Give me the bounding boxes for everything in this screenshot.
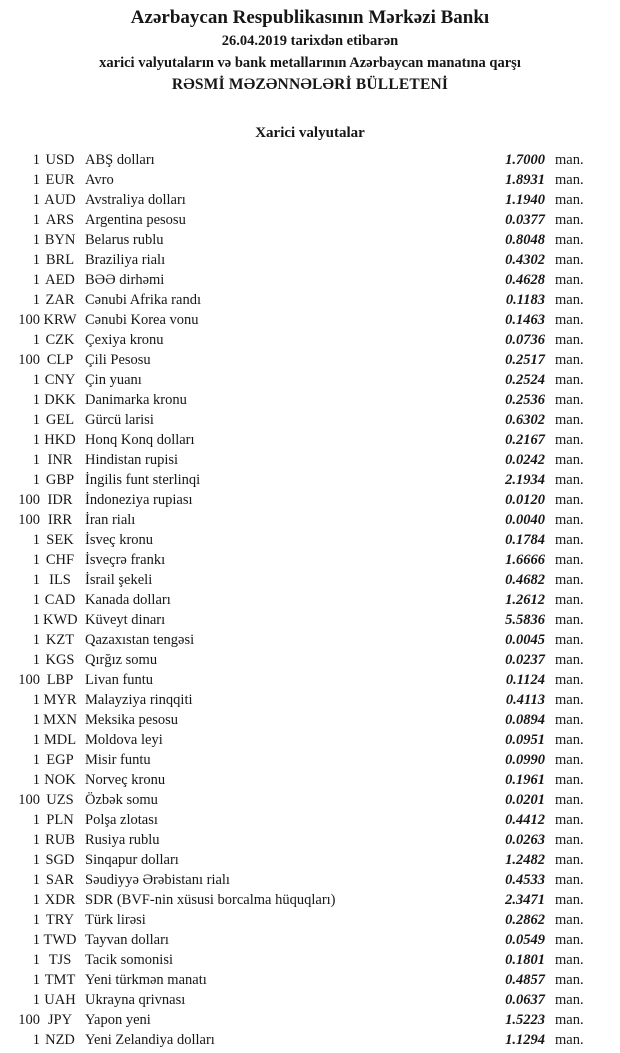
currency-code-cell: AUD xyxy=(44,192,76,208)
table-row xyxy=(0,770,620,790)
table-row xyxy=(0,750,620,770)
currency-code-cell: USD xyxy=(45,152,75,168)
rate-value-cell: 0.4628 xyxy=(505,272,545,288)
table-row xyxy=(0,150,620,170)
currency-name-cell: BƏƏ dirhəmi xyxy=(85,272,165,288)
quantity-cell: 1 xyxy=(32,652,40,668)
currency-name-cell: Belarus rublu xyxy=(85,232,164,248)
currency-code-cell: CHF xyxy=(45,552,75,568)
quantity-cell: 1 xyxy=(32,712,40,728)
quantity-cell: 1 xyxy=(32,372,40,388)
rate-value-cell: 5.5836 xyxy=(505,612,545,628)
currency-name-cell: Çin yuanı xyxy=(85,372,142,388)
unit-label-cell: man. xyxy=(555,572,584,588)
currency-code-cell: BYN xyxy=(44,232,76,248)
unit-label-cell: man. xyxy=(555,952,584,968)
rate-value-cell: 0.1961 xyxy=(505,772,545,788)
bulletin-title: RƏSMİ MƏZƏNNƏLƏRİ BÜLLETENİ xyxy=(171,76,449,93)
rate-value-cell: 0.0549 xyxy=(505,932,545,948)
currency-code-cell: KGS xyxy=(45,652,75,668)
currency-code-cell: TMT xyxy=(44,972,76,988)
quantity-cell: 1 xyxy=(32,172,40,188)
currency-name-cell: Danimarka kronu xyxy=(85,392,187,408)
rate-value-cell: 0.2536 xyxy=(505,392,545,408)
currency-name-cell: Livan funtu xyxy=(85,672,154,688)
unit-label-cell: man. xyxy=(555,1012,584,1028)
table-row xyxy=(0,890,620,910)
quantity-cell: 1 xyxy=(32,812,40,828)
quantity-cell: 1 xyxy=(32,832,40,848)
rate-value-cell: 0.0736 xyxy=(505,332,545,348)
currency-name-cell: Ukrayna qrivnası xyxy=(85,992,186,1008)
rate-value-cell: 1.8931 xyxy=(505,172,545,188)
currency-name-cell: Moldova leyi xyxy=(85,732,163,748)
quantity-cell: 1 xyxy=(32,432,40,448)
currency-code-cell: GEL xyxy=(45,412,75,428)
rate-value-cell: 0.8048 xyxy=(505,232,545,248)
table-row xyxy=(0,250,620,270)
currency-code-cell: CNY xyxy=(44,372,76,388)
section-title-foreign-currencies: Xarici valyutalar xyxy=(255,125,365,141)
unit-label-cell: man. xyxy=(555,652,584,668)
currency-code-cell: MDL xyxy=(43,732,77,748)
rate-value-cell: 0.0377 xyxy=(505,212,545,228)
unit-label-cell: man. xyxy=(555,592,584,608)
quantity-cell: 100 xyxy=(18,1012,40,1028)
bulletin-header xyxy=(0,0,620,96)
rate-value-cell: 0.1183 xyxy=(505,292,545,308)
table-row xyxy=(0,630,620,650)
currency-code-cell: CAD xyxy=(44,592,76,608)
currency-name-cell: Avro xyxy=(85,172,114,188)
currency-code-cell: NOK xyxy=(44,772,76,788)
unit-label-cell: man. xyxy=(555,332,584,348)
table-row xyxy=(0,170,620,190)
table-row xyxy=(0,310,620,330)
bulletin-subtitle: xarici valyutaların və bank metallarının Azərbaycan manatına qarşı xyxy=(99,55,521,71)
currency-code-cell: SEK xyxy=(46,532,74,548)
rate-value-cell: 0.0263 xyxy=(505,832,545,848)
quantity-cell: 1 xyxy=(32,452,40,468)
unit-label-cell: man. xyxy=(555,172,584,188)
table-row xyxy=(0,970,620,990)
rate-value-cell: 0.0040 xyxy=(505,512,545,528)
quantity-cell: 1 xyxy=(32,252,40,268)
quantity-cell: 1 xyxy=(32,392,40,408)
rate-value-cell: 0.4857 xyxy=(505,972,545,988)
table-row xyxy=(0,490,620,510)
currency-code-cell: GBP xyxy=(45,472,75,488)
table-row xyxy=(0,650,620,670)
quantity-cell: 1 xyxy=(32,612,40,628)
quantity-cell: 1 xyxy=(32,732,40,748)
rate-value-cell: 1.1294 xyxy=(505,1032,545,1048)
currency-code-cell: SAR xyxy=(45,872,75,888)
table-row xyxy=(0,590,620,610)
quantity-cell: 1 xyxy=(32,572,40,588)
currency-code-cell: NZD xyxy=(45,1032,75,1048)
quantity-cell: 100 xyxy=(18,512,40,528)
currency-code-cell: TJS xyxy=(48,952,72,968)
quantity-cell: 100 xyxy=(18,672,40,688)
currency-code-cell: SGD xyxy=(45,852,75,868)
table-row xyxy=(0,870,620,890)
rate-value-cell: 0.1801 xyxy=(505,952,545,968)
currency-code-cell: IRR xyxy=(47,512,73,528)
rate-value-cell: 1.7000 xyxy=(505,152,545,168)
currency-code-cell: CLP xyxy=(46,352,74,368)
unit-label-cell: man. xyxy=(555,692,584,708)
table-row xyxy=(0,670,620,690)
quantity-cell: 100 xyxy=(18,792,40,808)
rate-value-cell: 0.4113 xyxy=(505,692,545,708)
table-row xyxy=(0,790,620,810)
currency-name-cell: İran rialı xyxy=(85,512,136,528)
unit-label-cell: man. xyxy=(555,492,584,508)
currency-name-cell: Malayziya rinqqiti xyxy=(85,692,193,708)
quantity-cell: 1 xyxy=(32,852,40,868)
table-row xyxy=(0,370,620,390)
unit-label-cell: man. xyxy=(555,632,584,648)
currency-code-cell: RUB xyxy=(45,832,75,848)
currency-code-cell: KZT xyxy=(45,632,75,648)
table-row xyxy=(0,810,620,830)
unit-label-cell: man. xyxy=(555,372,584,388)
unit-label-cell: man. xyxy=(555,732,584,748)
unit-label-cell: man. xyxy=(555,252,584,268)
rate-value-cell: 0.0045 xyxy=(505,632,545,648)
unit-label-cell: man. xyxy=(555,452,584,468)
bank-name: Azərbaycan Respublikasının Mərkəzi Bankı xyxy=(130,7,490,28)
table-row xyxy=(0,510,620,530)
currency-name-cell: Cənubi Korea vonu xyxy=(85,312,199,328)
currency-name-cell: Braziliya rialı xyxy=(85,252,166,268)
unit-label-cell: man. xyxy=(555,772,584,788)
unit-label-cell: man. xyxy=(555,552,584,568)
unit-label-cell: man. xyxy=(555,932,584,948)
currency-code-cell: JPY xyxy=(47,1012,73,1028)
table-row xyxy=(0,930,620,950)
unit-label-cell: man. xyxy=(555,892,584,908)
rate-value-cell: 0.0242 xyxy=(505,452,545,468)
quantity-cell: 1 xyxy=(32,232,40,248)
rate-value-cell: 0.4533 xyxy=(505,872,545,888)
currency-code-cell: KRW xyxy=(43,312,77,328)
table-row xyxy=(0,910,620,930)
unit-label-cell: man. xyxy=(555,292,584,308)
quantity-cell: 1 xyxy=(32,692,40,708)
quantity-cell: 1 xyxy=(32,992,40,1008)
table-row xyxy=(0,730,620,750)
quantity-cell: 1 xyxy=(32,532,40,548)
currency-name-cell: Argentina pesosu xyxy=(85,212,186,228)
effective-date: 26.04.2019 tarixdən etibarən xyxy=(221,33,399,49)
currency-code-cell: CZK xyxy=(45,332,75,348)
rate-value-cell: 1.1940 xyxy=(505,192,545,208)
rate-value-cell: 0.0951 xyxy=(505,732,545,748)
rate-value-cell: 1.2482 xyxy=(505,852,545,868)
table-row xyxy=(0,850,620,870)
currency-name-cell: Cənubi Afrika randı xyxy=(85,292,201,308)
table-row xyxy=(0,330,620,350)
currency-name-cell: Yeni Zelandiya dolları xyxy=(85,1032,215,1048)
table-row xyxy=(0,450,620,470)
currency-name-cell: İsveç kronu xyxy=(85,532,154,548)
table-row xyxy=(0,230,620,250)
currency-code-cell: HKD xyxy=(44,432,76,448)
currency-code-cell: LBP xyxy=(46,672,74,688)
currency-name-cell: Özbək somu xyxy=(85,792,158,808)
unit-label-cell: man. xyxy=(555,812,584,828)
currency-name-cell: SDR (BVF-nin xüsusi borcalma hüquqları) xyxy=(85,892,336,908)
currency-name-cell: Küveyt dinarı xyxy=(85,612,166,628)
unit-label-cell: man. xyxy=(555,152,584,168)
unit-label-cell: man. xyxy=(555,992,584,1008)
currency-code-cell: INR xyxy=(47,452,73,468)
quantity-cell: 1 xyxy=(32,912,40,928)
quantity-cell: 1 xyxy=(32,632,40,648)
currency-code-cell: PLN xyxy=(46,812,74,828)
quantity-cell: 100 xyxy=(18,492,40,508)
table-row xyxy=(0,290,620,310)
rate-value-cell: 0.0894 xyxy=(505,712,545,728)
unit-label-cell: man. xyxy=(555,352,584,368)
table-row xyxy=(0,990,620,1010)
currency-name-cell: Meksika pesosu xyxy=(85,712,179,728)
table-row xyxy=(0,1030,620,1050)
unit-label-cell: man. xyxy=(555,432,584,448)
quantity-cell: 1 xyxy=(32,872,40,888)
currency-code-cell: ARS xyxy=(45,212,75,228)
currency-name-cell: Çexiya kronu xyxy=(85,332,164,348)
unit-label-cell: man. xyxy=(555,972,584,988)
currency-name-cell: Qırğız somu xyxy=(85,652,158,668)
currency-name-cell: Yeni türkmən manatı xyxy=(85,972,207,988)
quantity-cell: 1 xyxy=(32,952,40,968)
quantity-cell: 100 xyxy=(18,312,40,328)
currency-name-cell: Polşa zlotası xyxy=(85,812,158,828)
table-row xyxy=(0,530,620,550)
unit-label-cell: man. xyxy=(555,532,584,548)
exchange-rates-table xyxy=(0,150,620,1050)
currency-name-cell: Türk lirəsi xyxy=(85,912,146,928)
quantity-cell: 1 xyxy=(32,412,40,428)
currency-name-cell: Hindistan rupisi xyxy=(85,452,179,468)
rate-value-cell: 0.2862 xyxy=(505,912,545,928)
currency-name-cell: Yapon yeni xyxy=(85,1012,151,1028)
table-row xyxy=(0,830,620,850)
table-row xyxy=(0,350,620,370)
currency-code-cell: KWD xyxy=(43,612,78,628)
currency-name-cell: Kanada dolları xyxy=(85,592,171,608)
quantity-cell: 1 xyxy=(32,592,40,608)
table-row xyxy=(0,430,620,450)
unit-label-cell: man. xyxy=(555,472,584,488)
rate-value-cell: 1.6666 xyxy=(505,552,545,568)
rate-value-cell: 1.2612 xyxy=(505,592,545,608)
table-row xyxy=(0,550,620,570)
rate-value-cell: 0.1124 xyxy=(505,672,545,688)
table-row xyxy=(0,390,620,410)
currency-code-cell: EUR xyxy=(45,172,75,188)
currency-code-cell: UZS xyxy=(46,792,74,808)
rate-value-cell: 0.0201 xyxy=(505,792,545,808)
currency-name-cell: Qazaxıstan tengəsi xyxy=(85,632,195,648)
rate-value-cell: 1.5223 xyxy=(505,1012,545,1028)
table-row xyxy=(0,210,620,230)
table-row xyxy=(0,410,620,430)
table-row xyxy=(0,190,620,210)
quantity-cell: 100 xyxy=(18,352,40,368)
currency-name-cell: Rusiya rublu xyxy=(85,832,160,848)
currency-code-cell: IDR xyxy=(47,492,73,508)
currency-name-cell: Sinqapur dolları xyxy=(85,852,179,868)
rate-value-cell: 2.3471 xyxy=(505,892,545,908)
currency-name-cell: Norveç kronu xyxy=(85,772,166,788)
quantity-cell: 1 xyxy=(32,472,40,488)
rate-value-cell: 0.1784 xyxy=(505,532,545,548)
currency-code-cell: ZAR xyxy=(45,292,75,308)
currency-code-cell: DKK xyxy=(44,392,76,408)
currency-name-cell: Çili Pesosu xyxy=(85,352,151,368)
quantity-cell: 1 xyxy=(32,552,40,568)
currency-code-cell: MYR xyxy=(43,692,77,708)
unit-label-cell: man. xyxy=(555,612,584,628)
unit-label-cell: man. xyxy=(555,672,584,688)
currency-name-cell: İsveçrə frankı xyxy=(85,552,166,568)
currency-code-cell: TWD xyxy=(43,932,77,948)
quantity-cell: 1 xyxy=(32,772,40,788)
quantity-cell: 1 xyxy=(32,272,40,288)
unit-label-cell: man. xyxy=(555,512,584,528)
quantity-cell: 1 xyxy=(32,1032,40,1048)
quantity-cell: 1 xyxy=(32,932,40,948)
table-row xyxy=(0,950,620,970)
rate-value-cell: 0.6302 xyxy=(505,412,545,428)
quantity-cell: 1 xyxy=(32,212,40,228)
table-row xyxy=(0,470,620,490)
currency-code-cell: AED xyxy=(45,272,75,288)
currency-name-cell: Tayvan dolları xyxy=(85,932,169,948)
rate-value-cell: 0.4682 xyxy=(505,572,545,588)
rate-value-cell: 0.4412 xyxy=(505,812,545,828)
table-row xyxy=(0,270,620,290)
currency-code-cell: BRL xyxy=(45,252,75,268)
quantity-cell: 1 xyxy=(32,192,40,208)
table-row xyxy=(0,1010,620,1030)
unit-label-cell: man. xyxy=(555,712,584,728)
rate-value-cell: 0.2517 xyxy=(505,352,545,368)
currency-name-cell: Səudiyyə Ərəbistanı rialı xyxy=(85,872,230,888)
unit-label-cell: man. xyxy=(555,1032,584,1048)
rate-value-cell: 0.0120 xyxy=(505,492,545,508)
unit-label-cell: man. xyxy=(555,912,584,928)
table-row xyxy=(0,690,620,710)
currency-name-cell: İsrail şekeli xyxy=(85,572,153,588)
currency-code-cell: ILS xyxy=(49,572,71,588)
rate-value-cell: 2.1934 xyxy=(505,472,545,488)
unit-label-cell: man. xyxy=(555,232,584,248)
unit-label-cell: man. xyxy=(555,412,584,428)
table-row xyxy=(0,710,620,730)
rate-value-cell: 0.4302 xyxy=(505,252,545,268)
unit-label-cell: man. xyxy=(555,212,584,228)
unit-label-cell: man. xyxy=(555,752,584,768)
currency-code-cell: XDR xyxy=(44,892,76,908)
currency-code-cell: EGP xyxy=(46,752,74,768)
currency-code-cell: TRY xyxy=(45,912,75,928)
rate-value-cell: 0.0237 xyxy=(505,652,545,668)
unit-label-cell: man. xyxy=(555,272,584,288)
unit-label-cell: man. xyxy=(555,192,584,208)
quantity-cell: 1 xyxy=(32,752,40,768)
quantity-cell: 1 xyxy=(32,332,40,348)
currency-name-cell: Gürcü larisi xyxy=(85,412,154,428)
currency-name-cell: Misir funtu xyxy=(85,752,151,768)
currency-name-cell: Tacik somonisi xyxy=(85,952,173,968)
quantity-cell: 1 xyxy=(32,972,40,988)
currency-code-cell: UAH xyxy=(44,992,76,1008)
currency-name-cell: Avstraliya dolları xyxy=(85,192,186,208)
rate-value-cell: 0.0990 xyxy=(505,752,545,768)
currency-name-cell: İngilis funt sterlinqi xyxy=(85,472,201,488)
quantity-cell: 1 xyxy=(32,292,40,308)
unit-label-cell: man. xyxy=(555,852,584,868)
unit-label-cell: man. xyxy=(555,792,584,808)
unit-label-cell: man. xyxy=(555,312,584,328)
rate-value-cell: 0.1463 xyxy=(505,312,545,328)
currency-name-cell: İndoneziya rupiası xyxy=(85,492,193,508)
quantity-cell: 1 xyxy=(32,892,40,908)
currency-name-cell: ABŞ dolları xyxy=(85,152,155,168)
table-row xyxy=(0,610,620,630)
quantity-cell: 1 xyxy=(32,152,40,168)
table-row xyxy=(0,570,620,590)
currency-code-cell: MXN xyxy=(43,712,77,728)
currency-name-cell: Honq Konq dolları xyxy=(85,432,195,448)
unit-label-cell: man. xyxy=(555,872,584,888)
rate-value-cell: 0.0637 xyxy=(505,992,545,1008)
rate-value-cell: 0.2524 xyxy=(505,372,545,388)
rate-value-cell: 0.2167 xyxy=(505,432,545,448)
unit-label-cell: man. xyxy=(555,832,584,848)
unit-label-cell: man. xyxy=(555,392,584,408)
